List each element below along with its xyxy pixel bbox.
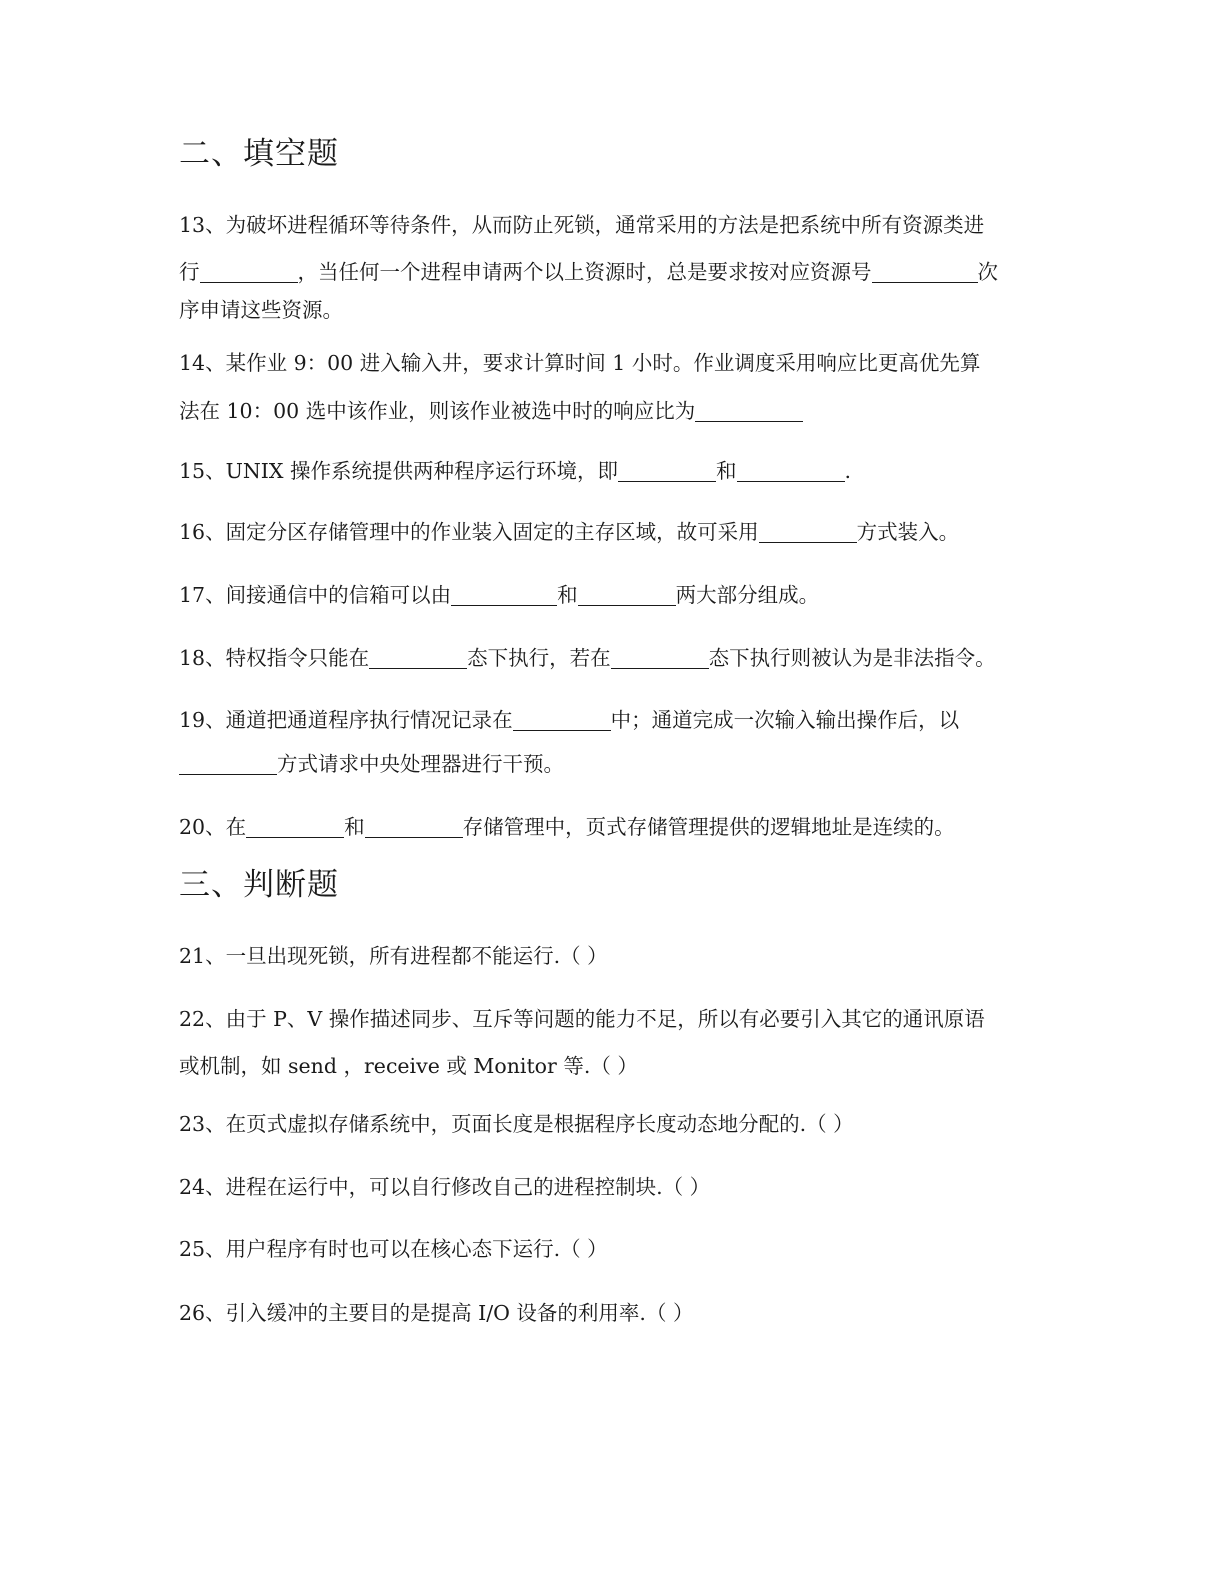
question-26: 26、引入缓冲的主要目的是提高 I/O 设备的利用率.（ ） <box>179 1301 694 1325</box>
question-18 <box>179 644 996 672</box>
question-22-line-2: 或机制，如 send ，receive 或 Monitor 等.（ ） <box>179 1054 638 1078</box>
answer-blank[interactable] <box>200 260 298 283</box>
question-13-line-1: 13、为破坏进程循环等待条件，从而防止死锁，通常采用的方法是把系统中所有资源类进 <box>179 213 985 237</box>
question-16-text-b: 方式装入。 <box>856 520 960 544</box>
question-20-text-b: 和 <box>344 815 365 839</box>
question-13-text-c: 次 <box>977 260 998 284</box>
question-25: 25、用户程序有时也可以在核心态下运行.（ ） <box>179 1237 608 1261</box>
question-15-text-c: . <box>844 459 852 483</box>
answer-blank[interactable] <box>451 583 557 606</box>
section-heading-fill-in: 二、填空题 <box>179 136 339 172</box>
question-17-text-a: 17、间接通信中的信箱可以由 <box>179 583 452 607</box>
question-19-line-1 <box>179 706 959 734</box>
question-19-text-c: 方式请求中央处理器进行干预。 <box>277 752 564 776</box>
question-16-text-a: 16、固定分区存储管理中的作业装入固定的主存区域，故可采用 <box>179 520 759 544</box>
question-14-line-2 <box>179 397 803 425</box>
answer-blank[interactable] <box>695 399 803 422</box>
question-13-line-3: 序申请这些资源。 <box>179 298 343 322</box>
answer-blank[interactable] <box>246 815 344 838</box>
question-13-line-2 <box>179 258 998 286</box>
question-14-line-1: 14、某作业 9：00 进入输入井，要求计算时间 1 小时。作业调度采用响应比更高优先算 <box>179 351 981 375</box>
question-14-text: 法在 10：00 选中该作业，则该作业被选中时的响应比为 <box>179 399 696 423</box>
question-20 <box>179 813 955 841</box>
answer-blank[interactable] <box>179 752 277 775</box>
answer-blank[interactable] <box>759 520 857 543</box>
answer-blank[interactable] <box>611 646 709 669</box>
question-15-text-a: 15、UNIX 操作系统提供两种程序运行环境，即 <box>179 459 619 483</box>
question-18-text-b: 态下执行，若在 <box>467 646 611 670</box>
answer-blank[interactable] <box>578 583 676 606</box>
question-18-text-a: 18、特权指令只能在 <box>179 646 370 670</box>
question-17-text-c: 两大部分组成。 <box>675 583 820 607</box>
answer-blank[interactable] <box>872 260 978 283</box>
question-22-line-1: 22、由于 P、V 操作描述同步、互斥等问题的能力不足，所以有必要引入其它的通讯原语 <box>179 1007 985 1031</box>
question-20-text-a: 20、在 <box>179 815 247 839</box>
question-23: 23、在页式虚拟存储系统中，页面长度是根据程序长度动态地分配的.（ ） <box>179 1112 854 1136</box>
answer-blank[interactable] <box>369 646 467 669</box>
question-16 <box>179 518 959 546</box>
question-13-text-a: 行 <box>179 260 200 284</box>
question-17-text-b: 和 <box>557 583 578 607</box>
answer-blank[interactable] <box>513 708 611 731</box>
question-20-text-c: 存储管理中，页式存储管理提供的逻辑地址是连续的。 <box>462 815 955 839</box>
question-15 <box>179 457 851 485</box>
question-19-text-a: 19、通道把通道程序执行情况记录在 <box>179 708 513 732</box>
question-18-text-c: 态下执行则被认为是非法指令。 <box>708 646 996 670</box>
answer-blank[interactable] <box>737 459 845 482</box>
answer-blank[interactable] <box>618 459 716 482</box>
question-21: 21、一旦出现死锁，所有进程都不能运行.（ ） <box>179 944 608 968</box>
question-17 <box>179 581 819 609</box>
answer-blank[interactable] <box>365 815 463 838</box>
question-13-text-b: ，当任何一个进程申请两个以上资源时，总是要求按对应资源号 <box>297 260 872 284</box>
question-15-text-b: 和 <box>716 459 737 483</box>
question-19-text-b: 中；通道完成一次输入输出操作后，以 <box>610 708 960 732</box>
section-heading-true-false: 三、判断题 <box>179 867 339 903</box>
question-19-line-2 <box>179 750 564 778</box>
question-24: 24、进程在运行中，可以自行修改自己的进程控制块.（ ） <box>179 1175 711 1199</box>
